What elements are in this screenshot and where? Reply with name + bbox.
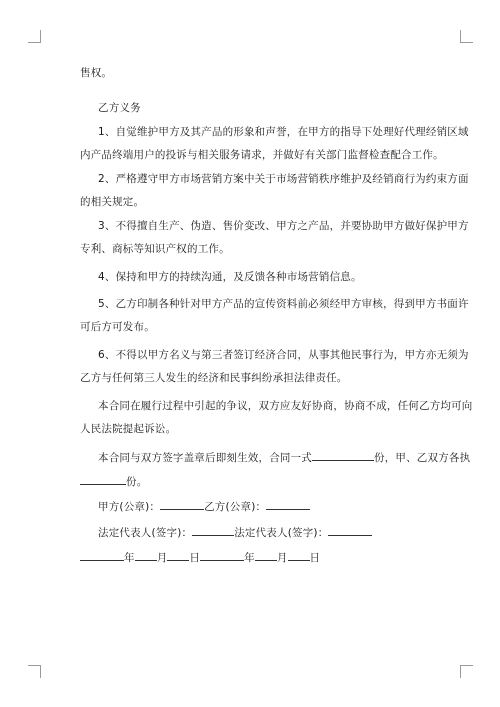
clause-3-line-1: 3、不得擅自生产、伪造、售价变改、甲方之产品，并要协助甲方做好保护甲方 xyxy=(98,220,469,232)
date-line xyxy=(80,549,320,565)
date-a-day-blank xyxy=(167,549,189,561)
party-b-seal-blank xyxy=(266,498,310,510)
rep-b-label: 法定代表人(签字)： xyxy=(234,527,329,539)
representative-line xyxy=(98,524,372,540)
clause-2-line-2: 的相关规定。 xyxy=(80,196,145,208)
clause-1-line-1: 1、自觉维护甲方及其产品的形象和声誉，在甲方的指导下处理好代理经销区域 xyxy=(98,126,469,138)
seal-line xyxy=(98,498,310,514)
dispute-line-1: 本合同在履行过程中引起的争议，双方应友好协商，协商不成，任何乙方均可向 xyxy=(98,400,473,412)
effective-text-b: 份，甲、乙双方各执 xyxy=(374,452,471,464)
clause-5-line-2: 可后方可发布。 xyxy=(80,321,155,333)
date-b-day-blank xyxy=(288,549,310,561)
date-a-day-label: 日 xyxy=(189,552,201,564)
clause-5-line-1: 5、乙方印制各种针对甲方产品的宣传资料前必须经甲方审核，得到甲方书面许 xyxy=(98,298,469,310)
crop-mark-top-right xyxy=(460,30,473,43)
clause-6-line-1: 6、不得以甲方名义与第三者签订经济合同，从事其他民事行为，甲方亦无须为 xyxy=(98,349,469,361)
date-a-year-blank xyxy=(80,549,124,561)
date-a-month-label: 月 xyxy=(156,552,168,564)
party-b-seal-label: 乙方(公章)： xyxy=(204,501,267,513)
effective-line-1 xyxy=(98,449,470,465)
date-b-year-blank xyxy=(200,549,244,561)
date-b-year-label: 年 xyxy=(244,552,255,564)
crop-mark-top-left xyxy=(28,30,41,43)
clause-6-line-2: 乙方与任何第三人发生的经济和民事纠纷承担法律责任。 xyxy=(80,372,348,384)
party-a-seal-blank xyxy=(160,498,204,510)
copies-blank-field xyxy=(312,449,374,461)
party-a-seal-label: 甲方(公章)： xyxy=(98,501,161,513)
clause-1-line-2: 内产品终端用户的投诉与相关服务请求，并做好有关部门监督检查配合工作。 xyxy=(80,149,444,161)
text-line: 售权。 xyxy=(80,67,113,79)
date-b-month-blank xyxy=(255,549,277,561)
crop-mark-bottom-right xyxy=(460,665,473,678)
clause-3-line-2: 专利、商标等知识产权的工作。 xyxy=(80,243,230,255)
rep-b-blank xyxy=(328,524,372,536)
crop-mark-bottom-left xyxy=(28,665,41,678)
date-b-day-label: 日 xyxy=(309,552,321,564)
rep-a-label: 法定代表人(签字)： xyxy=(98,527,193,539)
section-heading-party-b-obligations: 乙方义务 xyxy=(98,102,141,114)
dispute-line-2: 人民法院提起诉讼。 xyxy=(80,423,177,435)
rep-a-blank xyxy=(192,524,234,536)
effective-text-a: 本合同与双方签字盖章后即刻生效，合同一式 xyxy=(98,452,312,464)
date-a-year-label: 年 xyxy=(124,552,135,564)
date-a-month-blank xyxy=(135,549,157,561)
date-b-month-label: 月 xyxy=(276,552,288,564)
effective-line-2 xyxy=(80,473,147,489)
clause-4-line-1: 4、保持和甲方的持续沟通，及反馈各种市场营销信息。 xyxy=(98,271,362,283)
effective-text-c: 份。 xyxy=(126,476,148,488)
clause-2-line-1: 2、严格遵守甲方市场营销方案中关于市场营销秩序维护及经销商行为约束方面 xyxy=(98,173,469,185)
copies-each-blank-field xyxy=(80,473,126,485)
